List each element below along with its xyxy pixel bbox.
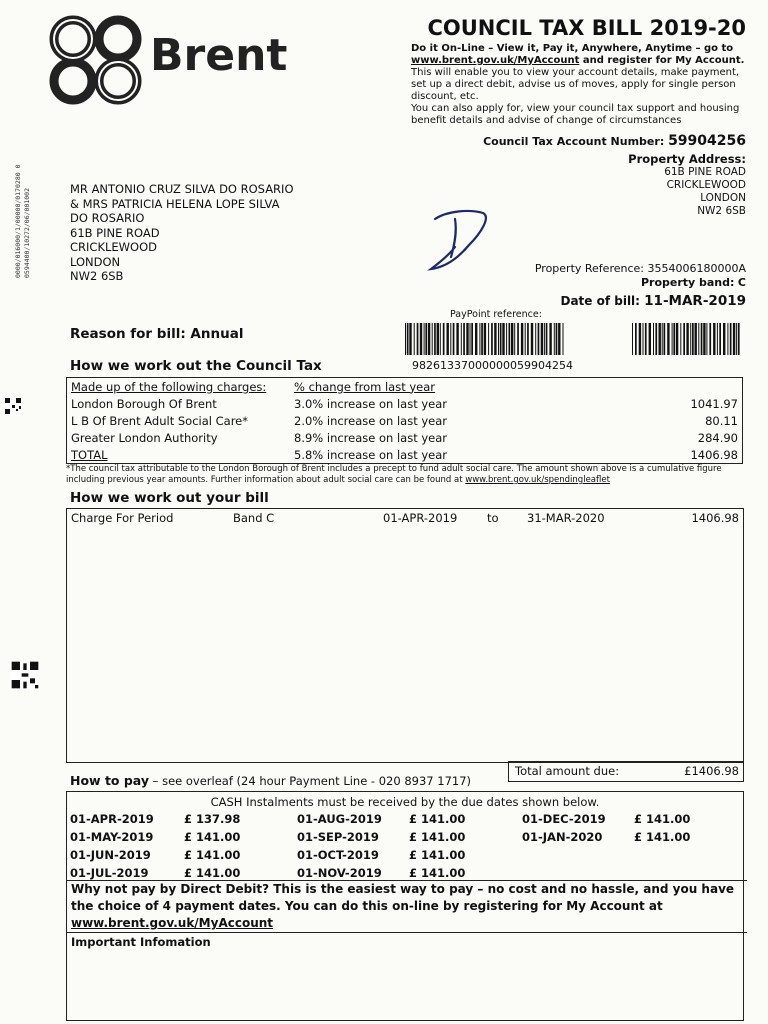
barcode-bar [713,323,715,355]
charges-heading: How we work out the Council Tax [70,358,322,374]
barcode-bar [535,323,536,355]
barcode-bar [692,323,694,355]
barcode-bar [494,323,496,355]
instalment-date: 01-MAY-2019 [70,830,154,844]
bill-period-to: 31-MAR-2020 [527,511,605,525]
instalment-amount: £ 141.00 [184,866,241,880]
barcode-bar [695,323,697,355]
barcode-bar [736,323,737,355]
barcode-bar [517,323,519,355]
barcode-bar [409,323,411,355]
barcode-bar [425,323,427,355]
intro-text-1: This will enable you to view your account details, make payment, set up a direct debit, advise us of moves, apply for single person discount, etc. [411,67,740,102]
barcode-bar [428,323,430,355]
bill-heading: How we work out your bill [70,490,269,506]
charge-amount: 1041.97 [690,396,738,411]
table-row-total [67,446,743,464]
barcode-bar [683,323,685,355]
bill-period-to-word: to [487,511,499,525]
barcode-bar [420,323,422,355]
charges-footnote [66,464,756,486]
bill-title: COUNCIL TAX BILL 2019-20 [427,16,746,40]
total-amount-box [508,761,744,782]
barcode-bar [649,323,651,355]
barcode-bar [676,323,678,355]
addressee-line: LONDON [70,254,121,269]
reason-for-bill: Reason for bill: Annual [70,326,244,342]
barcode-bar [639,323,641,355]
barcode-bar [511,323,513,355]
instalment-amount: £ 141.00 [409,812,466,826]
barcode-bar [506,323,507,355]
date-of-bill-label: Date of bill: [560,294,640,308]
instalment-date: 01-DEC-2019 [522,812,606,826]
direct-debit-note [67,880,747,933]
payment-box [66,791,744,1021]
brent-logo-text: Brent [150,30,288,81]
barcode-bar [549,323,551,355]
property-reference-label: Property Reference: [534,262,644,275]
barcode-bar [698,323,699,355]
instalment-date: 01-JUL-2019 [70,866,149,880]
barcode-bar [723,323,725,355]
barcode-icon [632,323,742,355]
barcode-bar [424,323,425,355]
side-code-1: 0000/016000/1/00000/0170280 0 [14,164,22,278]
bill-band: Band C [233,511,275,525]
barcode-bar [463,323,465,355]
charge-change: 2.0% increase on last year [294,413,448,428]
addressee-line: CRICKLEWOOD [70,240,157,254]
instalment-date: 01-OCT-2019 [297,848,379,862]
how-to-pay-note: – see overleaf (24 hour Payment Line - 020 8937 1717) [149,774,472,788]
qr-code-icon [10,660,40,690]
intro-block [411,43,751,127]
property-address [628,153,746,218]
barcode-bar [531,323,533,355]
barcode-bar [475,323,477,355]
account-number-value: 59904256 [668,133,746,149]
barcode-bar [690,323,691,355]
charge-name: TOTAL [71,447,108,462]
barcode-bar [635,323,637,355]
barcode-bar [738,323,740,355]
barcode-bar [556,323,558,355]
direct-debit-link[interactable]: www.brent.gov.uk/MyAccount [71,916,274,930]
bill-period-label: Charge For Period [71,511,174,525]
barcode-bar [701,323,703,355]
barcode-bar [443,323,445,355]
barcode-bar [434,323,436,355]
paypoint-number: 98261337000000059904254 [412,359,573,372]
barcode-bar [471,323,473,355]
barcode-bar [407,323,409,355]
property-band-value: C [737,276,746,289]
instalment-amount: £ 141.00 [184,848,241,862]
barcode-bar [680,323,681,355]
total-amount-label: Total amount due: [515,764,620,778]
barcode-bar [514,323,515,355]
total-amount-value: £1406.98 [684,764,739,778]
barcode-bar [432,323,433,355]
instalment-amount: £ 137.98 [184,812,241,826]
barcode-bar [653,323,654,355]
charge-amount: 80.11 [705,413,738,428]
cash-instalments-note: CASH Instalments must be received by the due dates shown below. [210,795,600,809]
intro-link-tail: and register for My Account. [579,55,745,66]
barcode-bar [525,323,526,355]
addressee-block [70,182,294,284]
instalment-date: 01-AUG-2019 [297,812,382,826]
instalment-date: 01-JUN-2019 [70,848,151,862]
barcode-bar [414,323,415,355]
instalment-amount: £ 141.00 [634,830,691,844]
addressee-line: & MRS PATRICIA HELENA LOPE SILVA [70,196,280,211]
barcode-bar [488,323,489,355]
paypoint-label: PayPoint reference: [450,309,542,320]
addressee-line: MR ANTONIO CRUZ SILVA DO ROSARIO [70,182,294,196]
intro-text-2: You can also apply for, view your council tax support and housing benefit details and advise of change of circumstances [411,103,740,126]
barcode-bar [664,323,666,355]
addressee-line: DO ROSARIO [70,211,145,225]
barcode-bar [546,323,548,355]
barcode-bar [466,323,468,355]
barcode-bar [672,323,673,355]
property-address-heading: Property Address: [628,152,746,166]
amount-col-header [626,378,743,396]
spending-leaflet-link[interactable]: www.brent.gov.uk/spendingleaflet [465,475,610,485]
barcode-bar [558,323,560,355]
table-header-row [67,378,743,396]
property-reference-value: 3554006180000A [647,262,746,275]
barcode-bar [730,323,732,355]
barcode-bar [491,323,493,355]
property-address-line: 61B PINE ROAD [664,166,746,178]
barcode-bar [456,323,458,355]
barcode-bar [484,323,486,355]
instalment-amount: £ 141.00 [184,830,241,844]
change-col-header: % change from last year [294,379,436,394]
barcode-bar [453,323,455,355]
table-row [67,429,743,446]
charge-change: 8.9% increase on last year [294,430,448,445]
barcode-bar [481,323,483,355]
property-band-label: Property band: [640,276,735,289]
barcode-bar [563,323,564,355]
barcode-bar [500,323,502,355]
barcode-bar [450,323,451,355]
barcode-bar [667,323,669,355]
charge-change: 3.0% increase on last year [294,396,448,411]
instalment-amount: £ 141.00 [409,866,466,880]
barcode-bar [502,323,504,355]
property-address-line: CRICKLEWOOD [666,179,746,191]
account-number [483,133,746,149]
important-information-heading: Important Infomation [71,935,211,949]
barcode-bar [727,323,728,355]
barcode-bar [538,323,540,355]
intro-lead: Do it On-Line – View it, Pay it, Anywhere, Anytime – go to [411,43,734,54]
barcode-bar [643,323,644,355]
bill-period-from: 01-APR-2019 [383,511,458,525]
paypoint-barcode-icon [405,323,565,355]
charges-col-header: Made up of the following charges: [71,379,267,394]
barcode-bar [719,323,721,355]
instalment-date: 01-SEP-2019 [297,830,379,844]
footnote-text: *The council tax attributable to the London Borough of Brent includes a precept to fund adult social care. The amount shown above is a cumulative figure including previous year amounts. Further information about adult social care can be found at [66,464,722,485]
charges-table [66,377,743,464]
handwritten-signature-icon [425,205,495,275]
barcode-bar [686,323,688,355]
table-row [67,412,743,429]
qr-code-icon [4,397,22,415]
barcode-bar [659,323,661,355]
bill-amount: 1406.98 [691,511,739,525]
date-of-bill-value: 11-MAR-2019 [644,293,746,309]
brent-logo-icon [48,14,143,106]
account-number-label: Council Tax Account Number: [483,135,665,148]
charge-name: Greater London Authority [71,430,218,445]
barcode-bar [703,323,705,355]
instalment-date: 01-APR-2019 [70,812,154,826]
date-of-bill [560,293,746,309]
charge-change: 5.8% increase on last year [294,447,448,462]
side-code-2: 0594400/10272/06/001002 [23,187,31,278]
barcode-bar [662,323,663,355]
instalment-date: 01-NOV-2019 [297,866,382,880]
bill-box [66,508,744,763]
barcode-bar [709,323,711,355]
addressee-line: 61B PINE ROAD [70,225,160,240]
property-reference-block [535,262,746,290]
barcode-bar [479,323,480,355]
instalment-date: 01-JAN-2020 [522,830,603,844]
barcode-bar [673,323,675,355]
barcode-bar [405,323,406,355]
barcode-bar [509,323,511,355]
barcode-bar [717,323,718,355]
barcode-bar [544,323,545,355]
charge-amount: 1406.98 [690,447,738,462]
how-to-pay-heading: How to pay [70,773,150,788]
barcode-bar [645,323,647,355]
barcode-bar [521,323,523,355]
barcode-bar [447,323,449,355]
table-row [67,395,743,412]
barcode-bar [527,323,529,355]
barcode-bar [461,323,462,355]
instalment-amount: £ 141.00 [409,830,466,844]
barcode-bar [498,323,499,355]
barcode-bar [470,323,471,355]
barcode-bar [541,323,543,355]
side-codes [10,160,44,280]
charge-name: L B Of Brent Adult Social Care* [71,413,248,428]
addressee-line: NW2 6SB [70,269,124,283]
barcode-bar [706,323,707,355]
barcode-bar [440,323,441,355]
barcode-bar [655,323,657,355]
charge-amount: 284.90 [697,430,738,445]
instalment-amount: £ 141.00 [634,812,691,826]
barcode-bar [417,323,419,355]
barcode-bar [632,323,633,355]
barcode-bar [554,323,555,355]
barcode-bar [733,323,735,355]
charge-name: London Borough Of Brent [71,396,217,411]
property-address-line: LONDON [700,192,746,204]
my-account-link[interactable]: www.brent.gov.uk/MyAccount [411,55,580,66]
instalment-amount: £ 141.00 [409,848,466,862]
barcode-bar [437,323,439,355]
direct-debit-text: Why not pay by Direct Debit? This is the easiest way to pay – no cost and no hassle, and you have the choice of 4 payment dates. You can do this on-line by registering for My Account at [71,882,735,913]
property-address-line: NW2 6SB [697,205,746,217]
how-to-pay [70,773,471,788]
